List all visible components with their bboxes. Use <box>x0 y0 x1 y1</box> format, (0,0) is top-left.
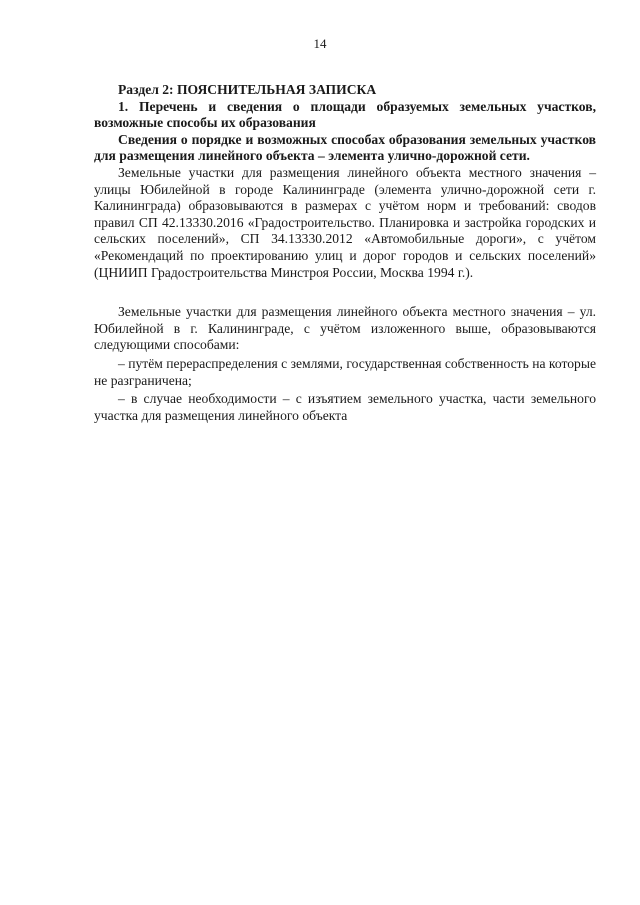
document-content <box>94 82 596 424</box>
section-subheading: Сведения о порядке и возможных способах образования земельных участков для размещения линейного объекта – элемента улично-дорожной сети. <box>94 131 596 164</box>
section-subtitle: 1. Перечень и сведения о площади образуемых земельных участков, возможные способы их образования <box>94 98 596 131</box>
list-item: – в случае необходимости – с изъятием земельного участка, части земельного участка для размещения линейного объекта <box>94 391 596 423</box>
body-paragraph-2: Земельные участки для размещения линейного объекта местного значения – ул. Юбилейной в г. Калининграде, с учётом изложенного выше, образовываются следующими способами: <box>94 304 596 353</box>
list-item: – путём перераспределения с землями, государственная собственность на которые не разграничена; <box>94 355 596 388</box>
page-number: 14 <box>313 36 327 51</box>
paragraph-spacer <box>94 281 596 304</box>
body-paragraph-1: Земельные участки для размещения линейного объекта местного значения – улицы Юбилейной в городе Калининграде (элемента улично-дорожной сети г. Калининграда) образовываются в размерах с учётом норм и требований: сводов правил СП 42.13330.2016 «Градостроительство. Планировка и застройка городских и сельских поселений», СП 34.13330.2012 «Автомобильные дороги», с учётом «Рекомендаций по проектированию улиц и дорог городов и сельских поселений» (ЦНИИП Градостроительства Минстроя России, Москва 1994 г.). <box>94 164 596 280</box>
section-title: Раздел 2: ПОЯСНИТЕЛЬНАЯ ЗАПИСКА <box>118 82 377 97</box>
